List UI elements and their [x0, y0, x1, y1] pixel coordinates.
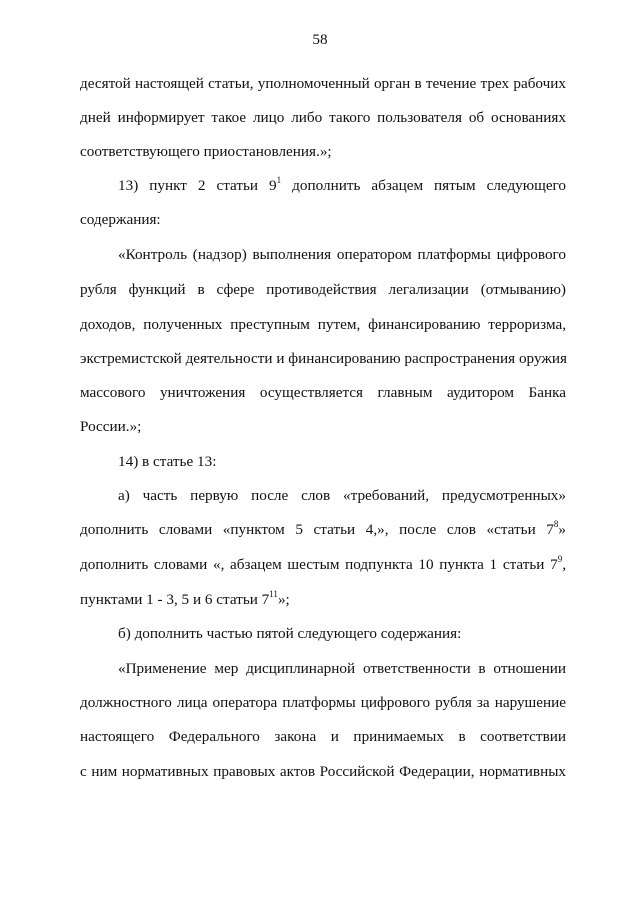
text-line: содержания: — [80, 211, 161, 228]
superscript: 9 — [557, 553, 563, 564]
text-line: «Применение мер дисциплинарной ответственности в отношении — [118, 660, 566, 677]
superscript: 11 — [269, 588, 278, 599]
superscript: 1 — [276, 174, 282, 185]
text-line: должностного лица оператора платформы цифрового рубля за нарушение — [80, 694, 566, 711]
text-line: массового уничтожения осуществляется главным аудитором Банка — [80, 384, 566, 401]
page-number: 58 — [312, 31, 328, 48]
text-line: с ним нормативных правовых актов Российской Федерации, нормативных — [80, 763, 566, 780]
text-line: б) дополнить частью пятой следующего содержания: — [118, 625, 462, 642]
text-line: дополнить словами «пунктом 5 статьи 4,», после слов «статьи $7^8$» — [80, 518, 566, 538]
text-line: «Контроль (надзор) выполнения оператором платформы цифрового — [118, 246, 566, 263]
text-line: 14) в статье 13: — [118, 453, 217, 470]
text-line: рубля функций в сфере противодействия легализации (отмыванию) — [80, 281, 566, 298]
text-line: десятой настоящей статьи, уполномоченный орган в течение трех рабочих — [80, 75, 566, 92]
text-line: дней информирует такое лицо либо такого пользователя об основаниях — [80, 109, 566, 126]
text-line: России.»; — [80, 418, 142, 435]
text-line: доходов, полученных преступным путем, финансированию терроризма, — [80, 316, 566, 333]
text-line: соответствующего приостановления.»; — [80, 143, 332, 160]
text-line: экстремистской деятельности и финансированию распространения оружия — [80, 350, 567, 367]
text-line: дополнить словами «, абзацем шестым подпункта 10 пункта 1 статьи $7^9$, — [80, 553, 566, 573]
text-line: настоящего Федерального закона и принимаемых в соответствии — [80, 728, 566, 745]
superscript: 8 — [553, 518, 559, 529]
text-line: пунктами 1 - 3, 5 и 6 статьи $7^{11}$»; — [80, 588, 290, 608]
text-line: а) часть первую после слов «требований, предусмотренных» — [118, 487, 566, 504]
text-line: 13) пункт 2 статьи $9^1$ дополнить абзацем пятым следующего — [118, 174, 567, 194]
